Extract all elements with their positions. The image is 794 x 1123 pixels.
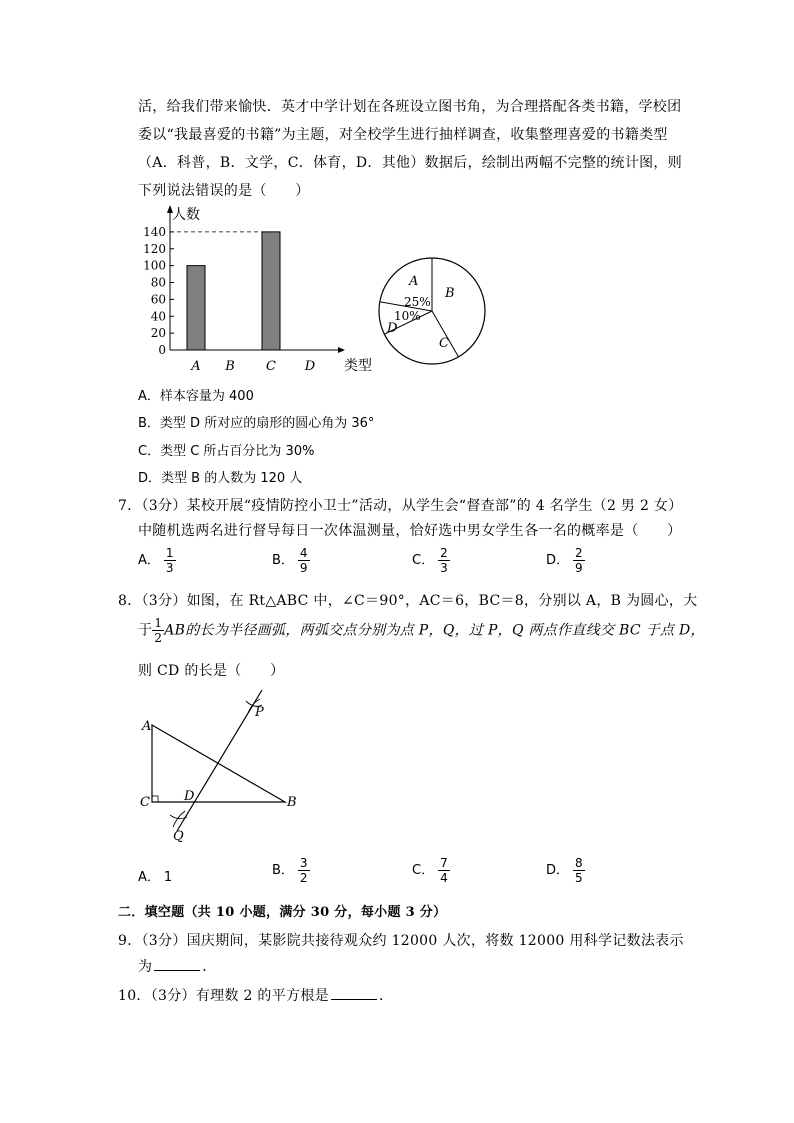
label-d: D [184, 789, 195, 804]
x-tick-label: D [304, 359, 316, 374]
q6-option-b: B．类型 D 所对应的扇形的圆心角为 36° [138, 416, 375, 431]
answer-blank [331, 987, 377, 1000]
x-axis-label: 类型 [344, 358, 372, 374]
y-tick-label: 100 [143, 258, 166, 273]
pie-percent-d: 10% [394, 309, 421, 323]
q8-stem-line-3: 则 CD 的长是（ ） [138, 663, 285, 679]
pie-label-b: B [445, 286, 455, 301]
q7-stem-line-1: 7．（3分）某校开展“疫情防控小卫士”活动，从学生会“督查部”的 4 名学生（2 男 2 女） [118, 498, 683, 514]
q8-option-b: B． $\frac{3}{2}$ [272, 856, 308, 885]
bar-c [262, 232, 280, 350]
q8-stem-line-2: 于 $\frac{1}{2}$ AB的长为半径画弧，两弧交点分别为点 P，Q，过 P，Q 两点作直线交 BC 于点 D， [138, 616, 705, 645]
triangle-abc [152, 725, 285, 802]
y-tick-label: 140 [143, 224, 166, 239]
q7-option-b: B． $\frac{4}{9}$ [272, 546, 308, 575]
y-tick-label: 0 [158, 343, 166, 357]
q6-stem-line-1: 活，给我们带来愉快．英才中学计划在各班设立图书角，为合理搭配各类书籍，学校团 [138, 99, 682, 115]
right-angle-mark [152, 796, 158, 802]
fraction: $\frac{2}{9}$ [575, 546, 583, 575]
q6-option-c: C．类型 C 所占百分比为 30% [138, 444, 315, 459]
y-tick-label: 60 [150, 292, 166, 307]
pie-label-a: A [409, 274, 419, 289]
q7-option-d: D． $\frac{2}{9}$ [546, 546, 583, 575]
q7-option-a: A． $\frac{1}{3}$ [138, 546, 174, 575]
q6-stem-line-3: （A．科普，B．文学，C．体育，D．其他）数据后，绘制出两幅不完整的统计图，则 [138, 155, 683, 171]
pie-percent-a: 25% [404, 295, 431, 309]
q8-option-c: C． $\frac{7}{4}$ [412, 856, 448, 885]
section-heading: 二．填空题（共 10 小题，满分 30 分，每小题 3 分） [118, 905, 447, 920]
q8-stem-line-1: 8．（3分）如图，在 Rt△ABC 中，∠C＝90°，AC＝6，BC＝8，分别以 A，B 为圆心，大 [118, 593, 698, 609]
q8-option-a: A． 1 [138, 870, 173, 885]
y-tick-label: 120 [143, 241, 166, 256]
bar-a [187, 266, 205, 350]
fraction: $\frac{3}{2}$ [299, 856, 308, 885]
pie-chart [375, 250, 495, 370]
fraction: $\frac{1}{3}$ [165, 546, 174, 575]
q10-stem: 10．（3分）有理数 2 的平方根是 ． [118, 988, 394, 1004]
answer-blank [154, 958, 200, 971]
q6-option-d: D．类型 B 的人数为 120 人 [138, 471, 303, 486]
x-axis-arrow [338, 347, 345, 353]
q6-stem-line-4: 下列说法错误的是（ ） [138, 183, 310, 199]
pie-label-c: C [439, 336, 449, 351]
q7-stem-line-2: 中随机选两名进行督导每日一次体温测量，恰好选中男女学生各一名的概率是（ ） [138, 523, 682, 539]
q9-stem-line-2: 为 ． [138, 959, 217, 975]
label-q: Q [173, 829, 184, 844]
q6-option-a: A．样本容量为 400 [138, 389, 254, 404]
y-tick-label: 40 [150, 309, 166, 324]
y-axis-label: 人数 [172, 207, 200, 223]
x-tick-label: C [266, 359, 276, 374]
label-p: P [255, 705, 264, 720]
pie-label-d: D [387, 321, 398, 336]
label-b: B [287, 795, 297, 810]
triangle-figure [135, 685, 305, 845]
x-tick-label: B [225, 359, 235, 374]
q7-option-c: C． $\frac{2}{3}$ [412, 546, 448, 575]
y-tick-label: 20 [150, 326, 166, 341]
label-c: C [140, 795, 150, 810]
fraction: $\frac{2}{3}$ [440, 546, 448, 575]
fraction-half: $\frac{1}{2}$ [154, 616, 163, 645]
q6-stem-line-2: 委以“我最喜爱的书籍”为主题，对全校学生进行抽样调查，收集整理喜爱的书籍类型 [138, 127, 668, 143]
x-tick-label: A [191, 359, 201, 374]
fraction: $\frac{7}{4}$ [440, 856, 448, 885]
q8-option-d: D． $\frac{8}{5}$ [546, 856, 583, 885]
y-tick-label: 80 [150, 275, 166, 290]
label-a: A [142, 719, 152, 734]
fraction: $\frac{8}{5}$ [575, 856, 583, 885]
fraction: $\frac{4}{9}$ [299, 546, 308, 575]
bar-chart [130, 205, 380, 375]
q9-stem-line-1: 9．（3分）国庆期间，某影院共接待观众约 12000 人次，将数 12000 用科学记数法表示 [118, 933, 684, 949]
